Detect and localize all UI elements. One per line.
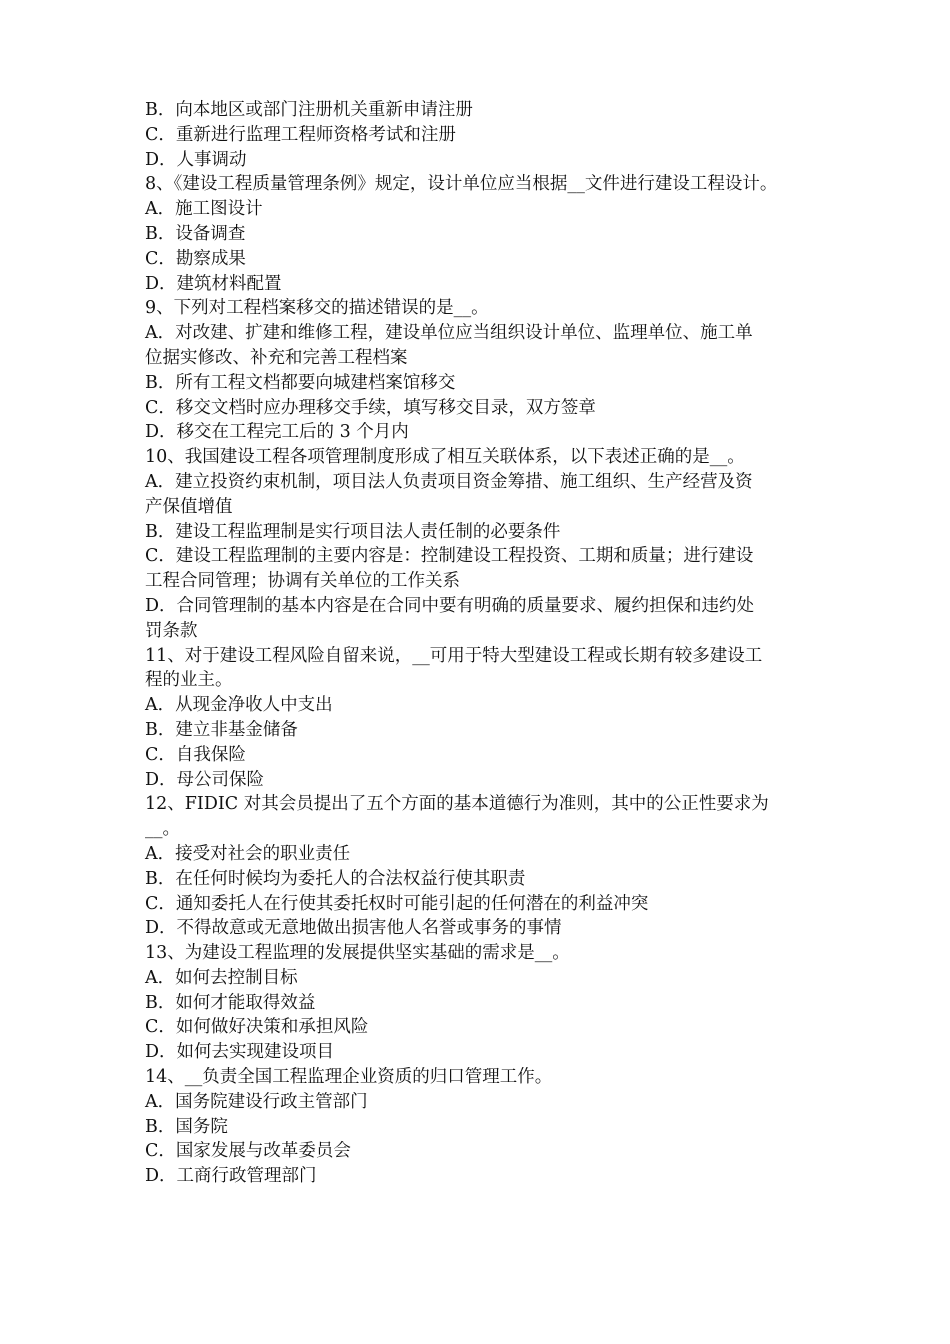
text-line: D．移交在工程完工后的 3 个月内 [145,422,409,443]
text-line: D．如何去实现建设项目 [145,1042,335,1063]
text-line: C．自我保险 [145,744,246,765]
text-line: D．建筑材料配置 [145,273,282,294]
text-line: A．施工图设计 [145,199,263,220]
text-line: B．如何才能取得效益 [145,992,316,1013]
text-line: D．工商行政管理部门 [145,1166,317,1187]
text-line: C．国家发展与改革委员会 [145,1141,351,1162]
text-line: A．对改建、扩建和维修工程，建设单位应当组织设计单位、监理单位、施工单 [145,323,753,344]
text-line: D．母公司保险 [145,769,265,790]
text-line: C．通知委托人在行使其委托权时可能引起的任何潜在的利益冲突 [145,893,649,914]
text-line: C．勘察成果 [145,248,246,269]
question-line: 10、我国建设工程各项管理制度形成了相互关联体系，以下表述正确的是__。 [145,447,745,468]
text-line: A．建立投资约束机制，项目法人负责项目资金筹措、施工组织、生产经营及资 [145,471,753,492]
question-line: 13、为建设工程监理的发展提供坚实基础的需求是__。 [145,943,570,964]
text-line: 产保值增值 [145,496,233,517]
question-line: 11、对于建设工程风险自留来说，__可用于特大型建设工程或长期有较多建设工 [145,645,763,666]
text-line: B．在任何时候均为委托人的合法权益行使其职责 [145,868,526,889]
text-line: A．如何去控制目标 [145,967,298,988]
text-line: __。 [145,819,180,840]
question-line: 9、下列对工程档案移交的描述错误的是__。 [145,298,489,319]
text-line: 位据实修改、补充和完善工程档案 [145,347,408,368]
text-line: C．建设工程监理制的主要内容是：控制建设工程投资、工期和质量；进行建设 [145,546,754,567]
text-line: B．国务院 [145,1116,228,1137]
text-line: A．接受对社会的职业责任 [145,843,351,864]
text-line: 程的业主。 [145,670,233,691]
text-line: C．如何做好决策和承担风险 [145,1017,369,1038]
question-line: 14、__负责全国工程监理企业资质的归口管理工作。 [145,1067,553,1088]
text-line: A．从现金净收人中支出 [145,695,333,716]
text-line: 罚条款 [145,620,198,641]
text-line: B．向本地区或部门注册机关重新申请注册 [145,100,473,120]
text-line: C．重新进行监理工程师资格考试和注册 [145,124,456,145]
text-line: D．不得故意或无意地做出损害他人名誉或事务的事情 [145,918,562,939]
text-line: 工程合同管理；协调有关单位的工作关系 [145,571,460,592]
text-line: A．国务院建设行政主管部门 [145,1091,368,1112]
text-line: B．建立非基金储备 [145,719,298,740]
text-line: B．所有工程文档都要向城建档案馆移交 [145,372,456,393]
text-line: B．建设工程监理制是实行项目法人责任制的必要条件 [145,521,561,542]
text-line: C．移交文档时应办理移交手续，填写移交目录，双方签章 [145,397,596,418]
document-page [145,98,815,1189]
question-line: 12、FIDIC 对其会员提出了五个方面的基本道德行为准则，其中的公正性要求为 [145,794,769,815]
text-line: D．合同管理制的基本内容是在合同中要有明确的质量要求、履约担保和违约处 [145,595,755,616]
text-line: D．人事调动 [145,149,247,170]
text-line: B．设备调查 [145,223,246,244]
question-line: 8、《建设工程质量管理条例》规定，设计单位应当根据__文件进行建设工程设计。 [145,174,778,195]
